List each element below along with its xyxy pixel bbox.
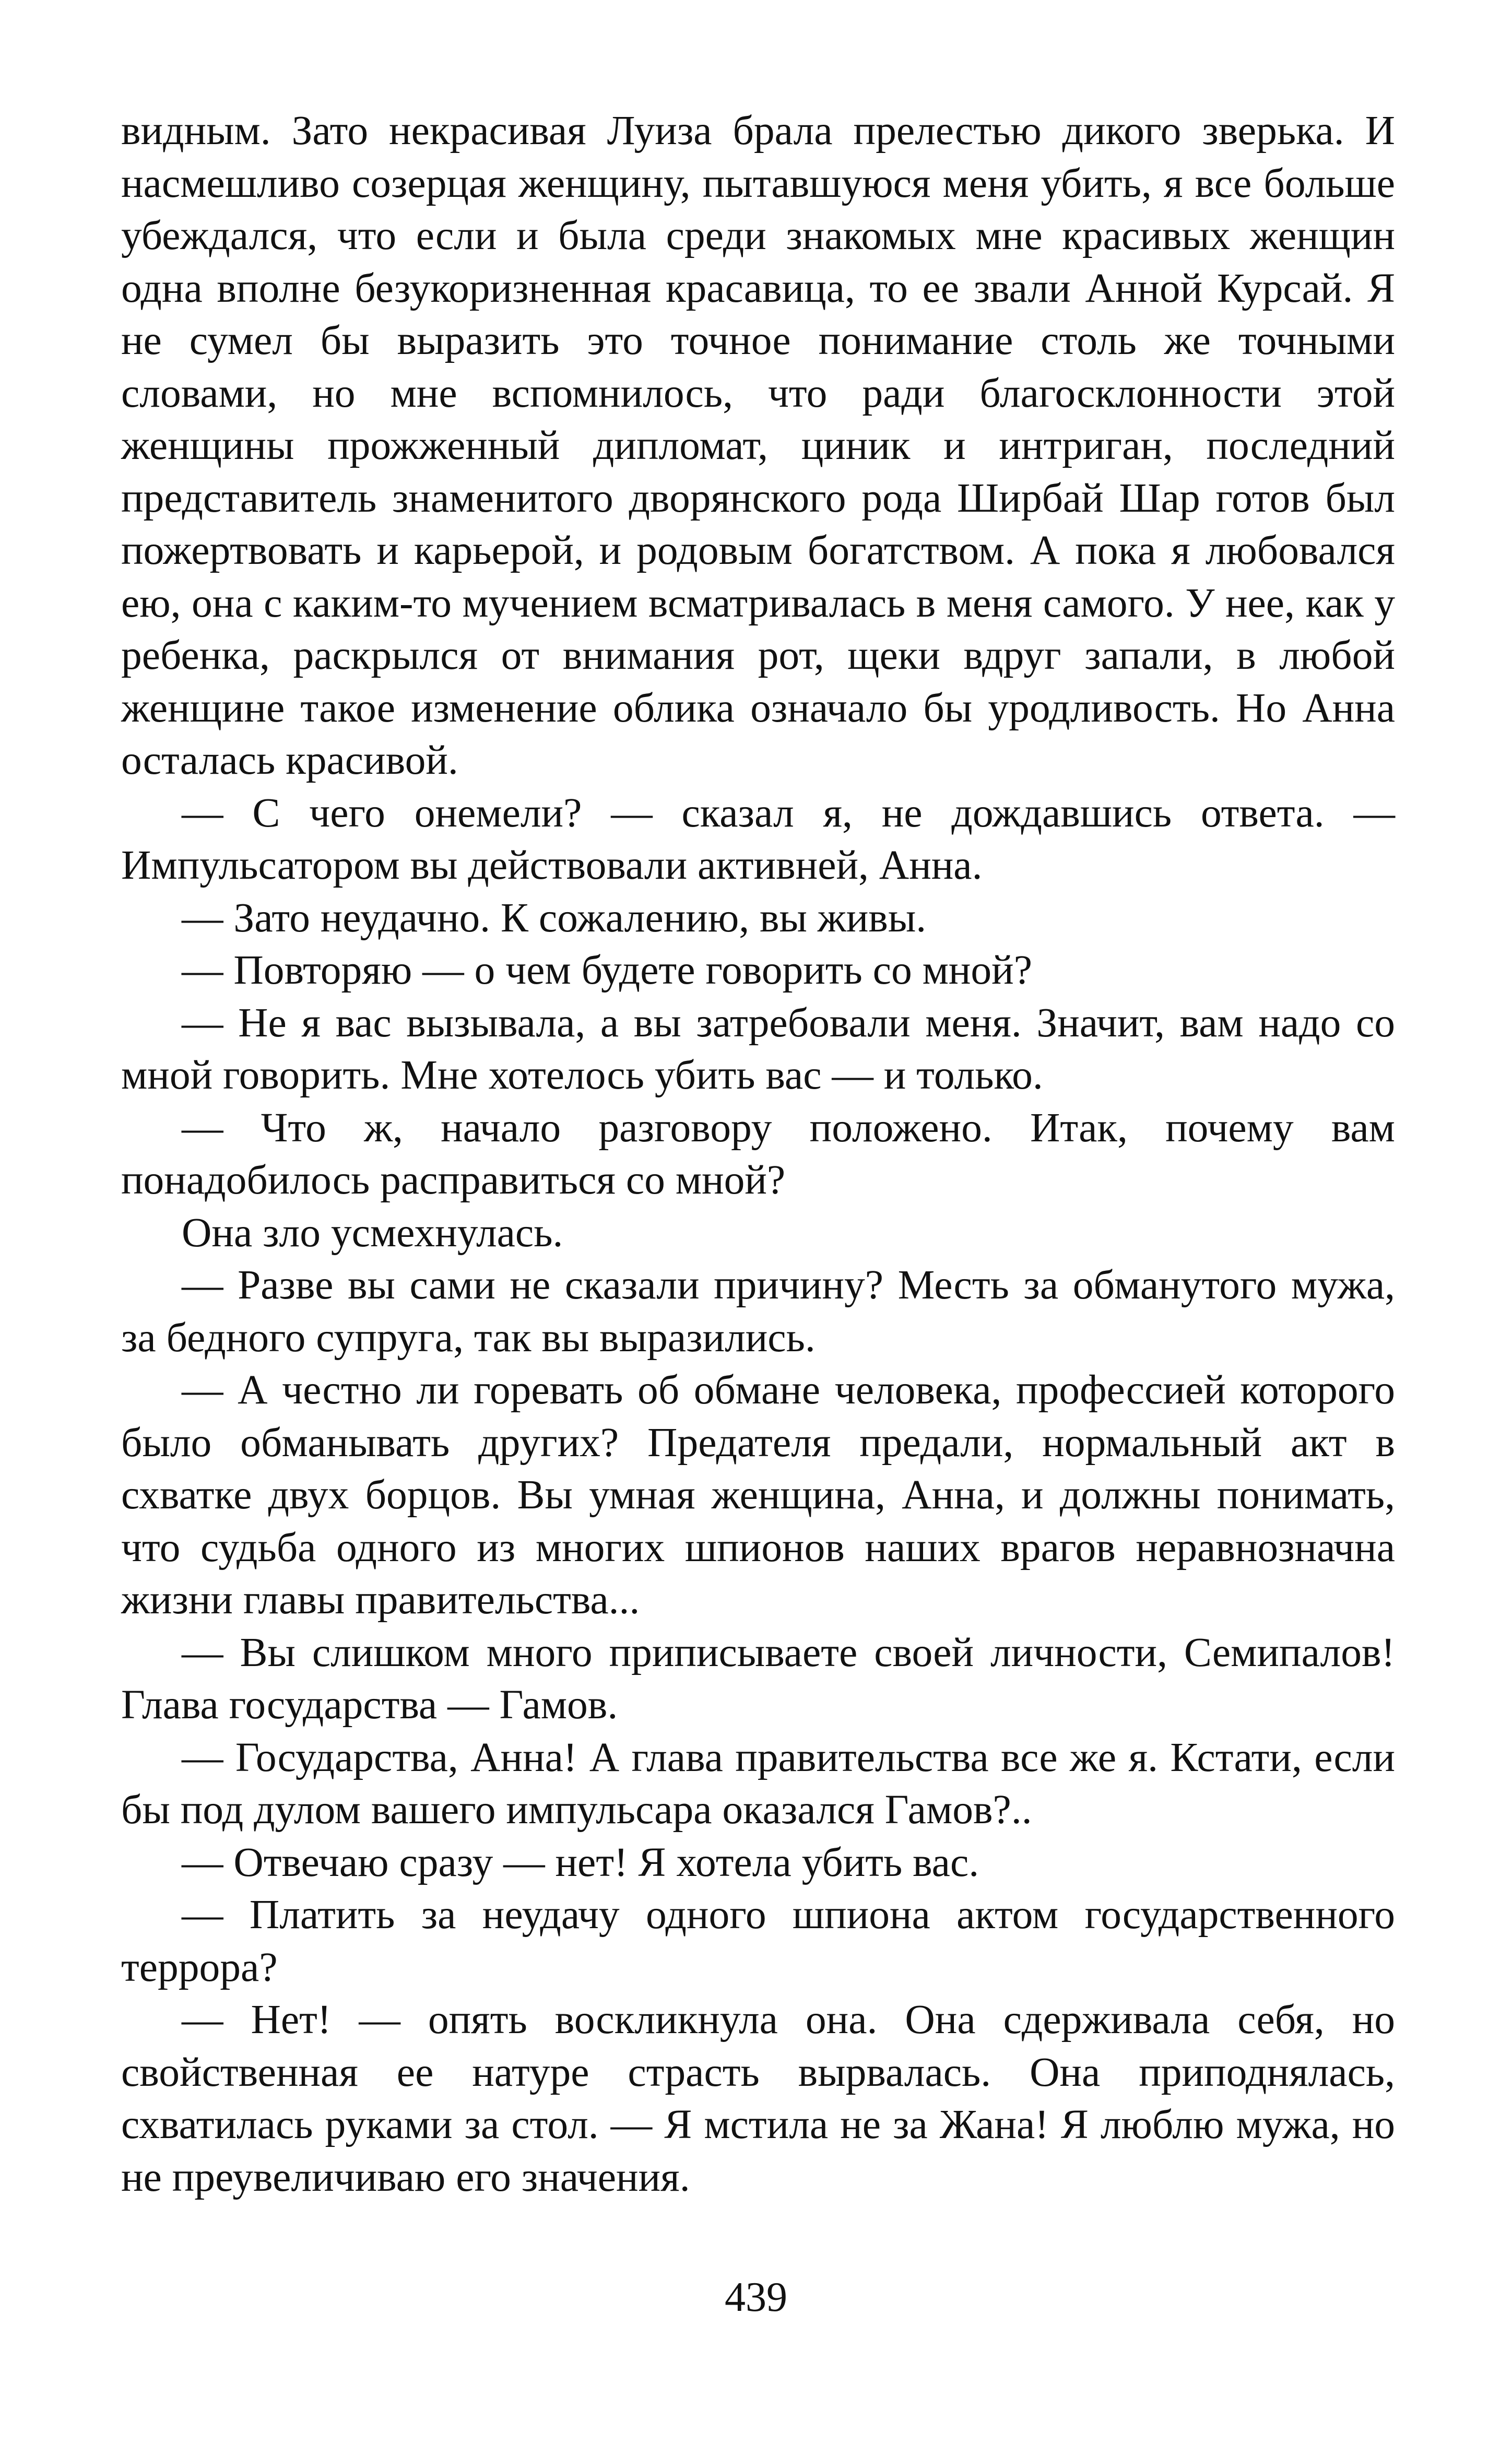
paragraph: — А честно ли горевать об обмане человека, профессией которого было обманывать других? Предателя предали, нормальный акт в схватке двух борцов. Вы умная женщина, Анна, и должны понимать, что судьба одного из многих шпионов наших врагов неравнозначна жизни главы правительства... <box>121 1367 1395 1623</box>
paragraph: — Отвечаю сразу — нет! Я хотела убить вас. <box>182 1839 979 1885</box>
paragraph: видным. Зато некрасивая Луиза брала прелестью дикого зверька. И насмешливо созерцая женщину, пытавшуюся меня убить, я все больше убеждался, что если и была среди знакомых мне красивых женщин одна вполне безукоризненная красавица, то ее звали Анной Курсай. Я не сумел бы выразить это точное понимание столь же точными словами, но мне вспомнилось, что ради благосклонности этой женщины прожженный дипломат, циник и интриган, последний представитель знаменитого дворянского рода Ширбай Шар готов был пожертвовать и карьерой, и родовым богатством. А пока я любовался ею, она с каким-то мучением всматривалась в меня самого. У нее, как у ребенка, раскрылся от внимания рот, щеки вдруг запали, в любой женщине такое изменение облика означало бы уродливость. Но Анна осталась красивой. <box>121 108 1395 783</box>
paragraph: — Вы слишком много приписываете своей личности, Семипалов! Глава государства — Гамов. <box>121 1629 1395 1728</box>
page-number: 439 <box>725 2274 787 2320</box>
paragraph: — Государства, Анна! А глава правительства все же я. Кстати, если бы под дулом вашего импульсара оказался Гамов?.. <box>121 1734 1395 1833</box>
paragraph: — Зато неудачно. К сожалению, вы живы. <box>182 894 927 941</box>
body-text <box>121 104 1395 2203</box>
paragraph: — Платить за неудачу одного шпиона актом государственного террора? <box>121 1892 1395 1990</box>
paragraph: — Разве вы сами не сказали причину? Месть за обманутого мужа, за бедного супруга, так вы выразились. <box>121 1262 1395 1361</box>
paragraph: Она зло усмехнулась. <box>182 1209 563 1256</box>
paragraph: — С чего онемели? — сказал я, не дождавшись ответа. — Импульсатором вы действовали активней, Анна. <box>121 789 1395 888</box>
paragraph: — Не я вас вызывала, а вы затребовали меня. Значит, вам надо со мной говорить. Мне хотелось убить вас — и только. <box>121 999 1395 1098</box>
paragraph: — Что ж, начало разговору положено. Итак, почему вам понадобилось расправиться со мной? <box>121 1104 1395 1203</box>
paragraph: — Нет! — опять воскликнула она. Она сдерживала себя, но свойственная ее натуре страсть вырвалась. Она приподнялась, схватилась руками за стол. — Я мстила не за Жана! Я люблю мужа, но не преувеличиваю его значения. <box>121 1997 1395 2200</box>
paragraph: — Повторяю — о чем будете говорить со мной? <box>182 947 1033 993</box>
